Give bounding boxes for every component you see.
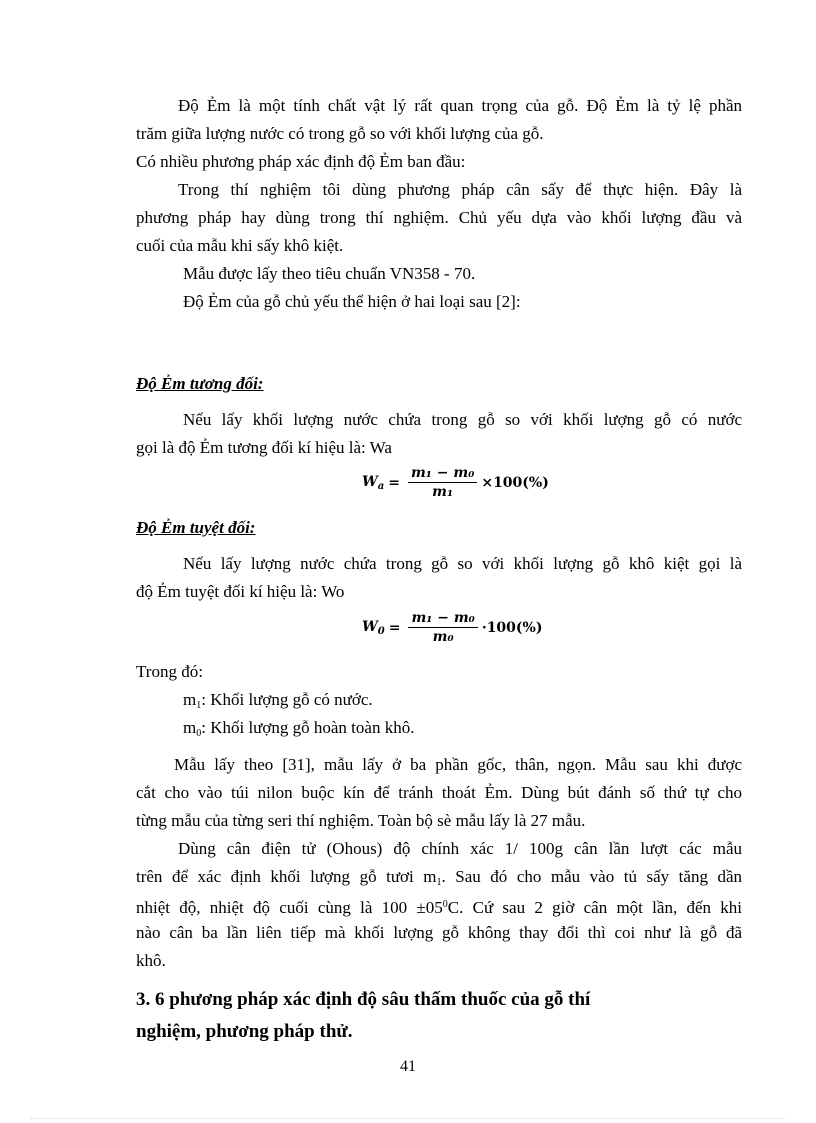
relative-moisture-formula — [362, 465, 549, 500]
relative-line2: gọi là độ Ẻm tương đối kí hiệu là: Wa — [136, 438, 392, 457]
formula-numerator: m₁ − m₀ — [408, 465, 477, 483]
para6-line1: Mẫu lấy theo [31], mẫu lấy ở ba phần gốc, thân, ngọn. Mẫu sau khi được — [174, 755, 742, 774]
para1-line2: trăm giữa lượng nước có trong gỗ so với khối lượng của gỗ. — [136, 124, 544, 143]
absolute-moisture-formula — [362, 610, 542, 645]
para3-line3: cuối của mẫu khi sấy khô kiệt. — [136, 236, 344, 255]
m1-definition: $m_1$: Khối lượng gỗ có nước. — [183, 690, 373, 711]
para3-line1: Trong thí nghiệm tôi dùng phương pháp cân sấy để thực hiện. Đây là — [178, 180, 742, 199]
relative-moisture-heading: Độ Ẻm tương đối: — [136, 374, 264, 393]
absolute-moisture-heading: Độ Ẻm tuyệt đối: — [136, 518, 256, 537]
where-label: Trong đó: — [136, 662, 203, 681]
para6-line2: cắt cho vào túi nilon buộc kín để tránh thoát Ẻm. Dùng bút đánh số thứ tự cho — [136, 783, 742, 802]
absolute-line1: Nếu lấy lượng nước chứa trong gỗ so với khối lượng gỗ khô kiệt gọi là — [183, 554, 742, 573]
formula-operator: × — [481, 474, 494, 491]
para7-line5: khô. — [136, 951, 166, 970]
formula-fraction — [408, 610, 477, 645]
formula-operator: · — [481, 619, 487, 636]
para6-line3: từng mẫu của từng seri thí nghiệm. Toàn bộ sè mẫu lấy là 27 mẫu. — [136, 811, 586, 830]
para7-line4: nào cân ba lần liên tiếp mà khối lượng gỗ không thay đổi thì coi như là gỗ đã — [136, 923, 742, 942]
page-bottom-divider — [30, 1118, 786, 1119]
equals-sign: = — [388, 619, 401, 636]
para4-line1: Mẫu được lấy theo tiêu chuẩn VN358 - 70. — [183, 264, 476, 283]
formula-numerator: m₁ − m₀ — [408, 610, 477, 628]
para7-line2: trên để xác định khối lượng gỗ tươi $m_1$. Sau đó cho mẫu vào tủ sấy tăng dần — [136, 867, 743, 888]
para2-line1: Có nhiều phương pháp xác định độ Ẻm ban đầu: — [136, 152, 466, 171]
section-heading-line1: 3. 6 phương pháp xác định độ sâu thấm thuốc của gỗ thí — [136, 989, 591, 1010]
formula-denominator: m₁ — [432, 484, 454, 500]
para7-line1: Dùng cân điện tử (Ohous) độ chính xác 1/ 100g cân lần lượt các mẫu — [178, 839, 742, 858]
page-number: 41 — [400, 1058, 416, 1075]
equals-sign: = — [388, 474, 400, 491]
formula-denominator: m₀ — [432, 629, 454, 645]
formula-factor: 100(%) — [493, 474, 549, 491]
section-heading-line2: nghiệm, phương pháp thử. — [136, 1021, 353, 1042]
formula-fraction — [408, 465, 477, 500]
para3-line2: phương pháp hay dùng trong thí nghiệm. Chủ yếu dựa vào khối lượng đầu và — [136, 208, 742, 227]
relative-line1: Nếu lấy khối lượng nước chứa trong gỗ so với khối lượng gỗ có nước — [183, 410, 742, 429]
formula-lhs: $W_a$ — [362, 473, 385, 492]
para7-line3: nhiệt độ, nhiệt độ cuối cùng là $100 \pm 05^0C$. Cứ sau 2 giờ cân một lần, đến khi — [136, 898, 742, 917]
para1-line1: Độ Ẻm là một tính chất vật lý rất quan trọng của gỗ. Độ Ẻm là tỷ lệ phần — [178, 96, 742, 115]
para5-line1: Độ Ẻm của gỗ chủ yếu thể hiện ở hai loại sau [2]: — [183, 292, 521, 311]
m0-definition: $m_0$: Khối lượng gỗ hoàn toàn khô. — [183, 718, 415, 739]
formula-lhs: $W_0$ — [362, 618, 385, 637]
formula-factor: 100(%) — [486, 619, 543, 636]
absolute-line2: độ Ẻm tuyệt đối kí hiệu là: Wo — [136, 582, 345, 601]
